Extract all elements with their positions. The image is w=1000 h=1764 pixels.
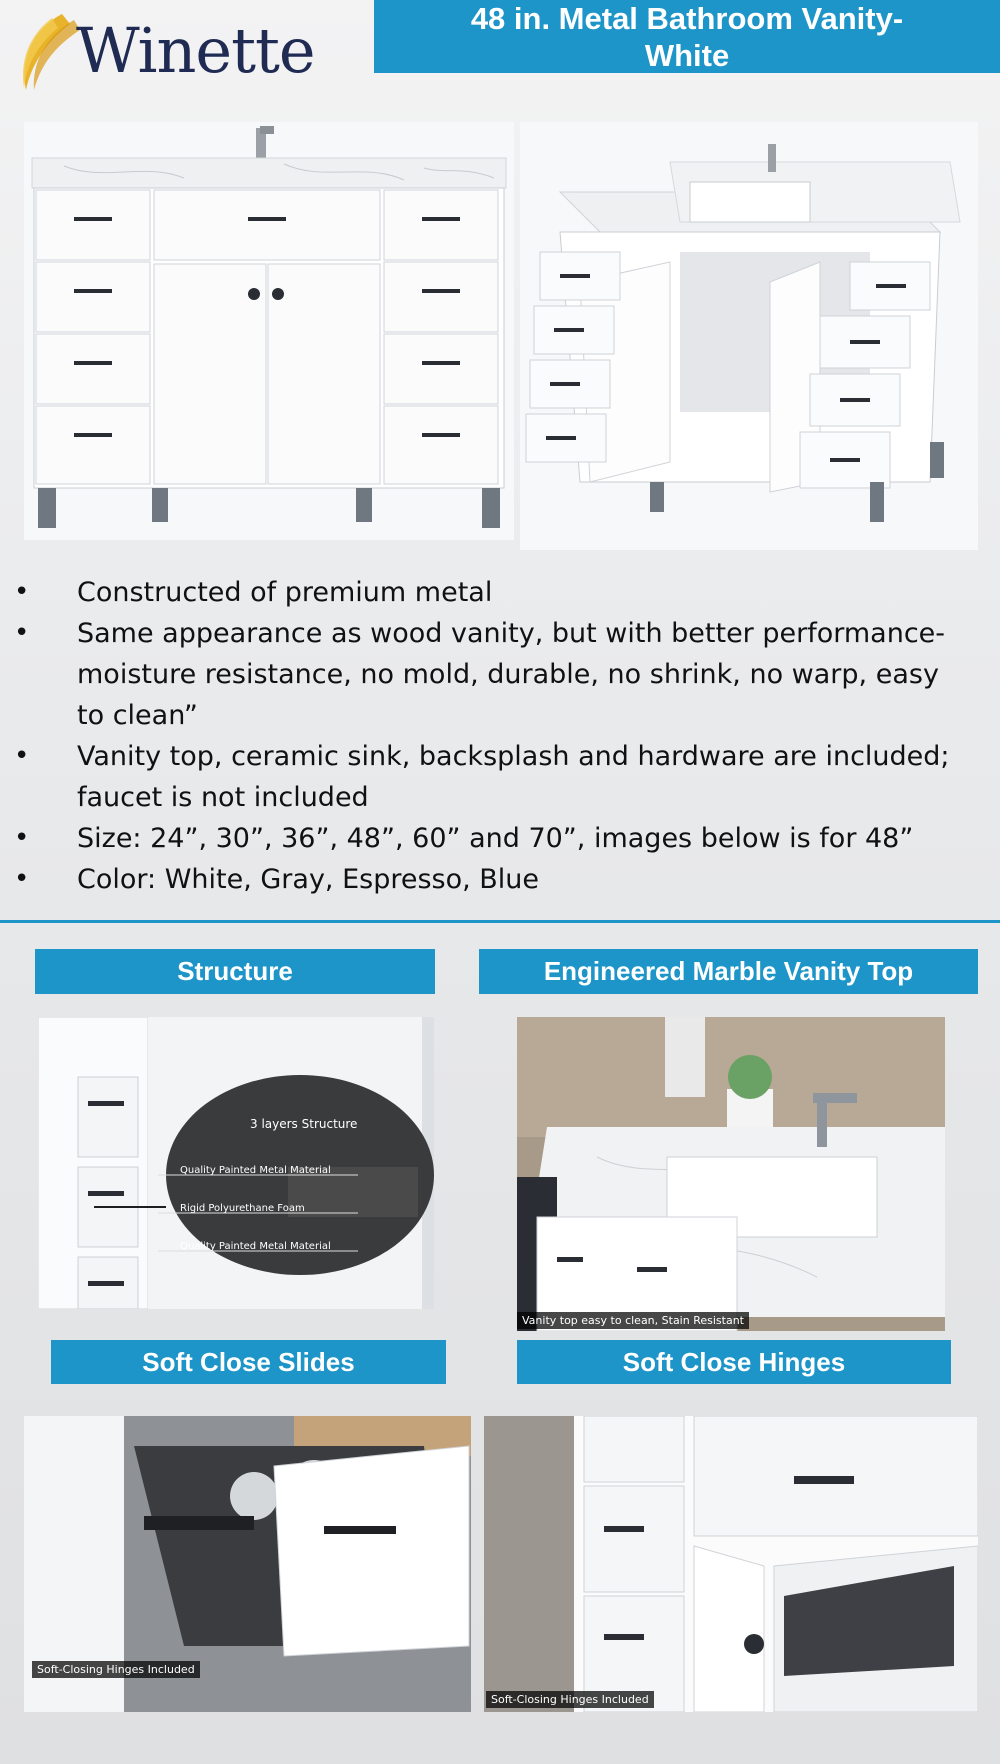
bullet-dot: • [14, 823, 30, 853]
bullet-text: Same appearance as wood vanity, but with better performance-moisture resistance, no mold, durable, no shrink, no warp, easy to clean” [77, 618, 946, 731]
brand-name: Winette [76, 14, 315, 87]
product-title-banner [374, 0, 1000, 73]
structure-diagram-title: 3 layers Structure [250, 1117, 358, 1131]
feature-bullet-list [0, 572, 1000, 900]
layer-label: Quality Painted Metal Material [180, 1165, 331, 1176]
bullet-dot: • [14, 618, 30, 648]
layer-label: Quality Painted Metal Material [180, 1241, 331, 1252]
marble-top-heading: Engineered Marble Vanity Top [479, 949, 978, 994]
structure-image [38, 1017, 434, 1309]
bullet-text: Color: White, Gray, Espresso, Blue [77, 864, 540, 895]
soft-close-slides-image [24, 1416, 471, 1712]
vanity-front-image [24, 122, 514, 540]
soft-close-hinges-caption: Soft-Closing Hinges Included [486, 1691, 654, 1708]
brand-logo [12, 10, 342, 94]
bullet-dot: • [14, 577, 30, 607]
bullet-item [0, 859, 1000, 900]
structure-heading: Structure [35, 949, 435, 994]
product-title-line1: 48 in. Metal Bathroom Vanity- [470, 0, 904, 36]
bullet-item [0, 736, 1000, 818]
layer-label: Rigid Polyurethane Foam [180, 1203, 305, 1214]
bullet-text: Vanity top, ceramic sink, backsplash and hardware are included; faucet is not included [77, 741, 950, 813]
bullet-item [0, 572, 1000, 613]
bullet-item [0, 818, 1000, 859]
section-divider [0, 920, 1000, 923]
marble-top-image [517, 1017, 945, 1331]
soft-close-slides-caption: Soft-Closing Hinges Included [32, 1661, 200, 1678]
product-title-line2: White [644, 37, 730, 73]
soft-close-hinges-heading: Soft Close Hinges [517, 1340, 951, 1384]
bullet-text: Constructed of premium metal [77, 577, 493, 608]
marble-top-caption: Vanity top easy to clean, Stain Resistant [517, 1312, 749, 1329]
bullet-dot: • [14, 864, 30, 894]
bullet-text: Size: 24”, 30”, 36”, 48”, 60” and 70”, images below is for 48” [77, 823, 914, 854]
soft-close-slides-heading: Soft Close Slides [51, 1340, 446, 1384]
vanity-open-image [520, 122, 978, 550]
bullet-dot: • [14, 741, 30, 771]
bullet-item [0, 613, 1000, 736]
soft-close-hinges-image [484, 1416, 978, 1712]
